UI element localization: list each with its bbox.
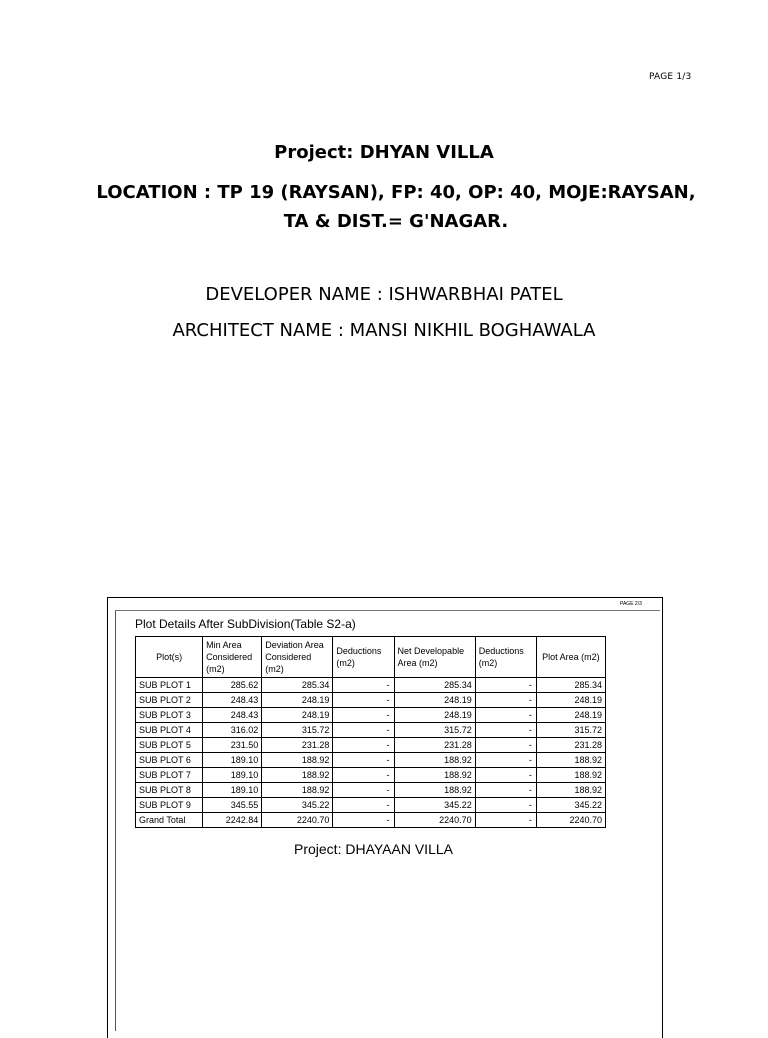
row-min-area: 248.43 — [203, 693, 262, 708]
row-min-area: 189.10 — [203, 783, 262, 798]
project-footer: Project: DHAYAAN VILLA — [294, 841, 453, 857]
row-net-developable-area: 2240.70 — [394, 813, 475, 828]
row-plot-name: SUB PLOT 3 — [136, 708, 203, 723]
row-deviation-area: 285.34 — [262, 678, 333, 693]
row-deductions-2: - — [475, 738, 536, 753]
row-deviation-area: 315.72 — [262, 723, 333, 738]
row-deductions-2: - — [475, 678, 536, 693]
row-min-area: 248.43 — [203, 708, 262, 723]
row-net-developable-area: 188.92 — [394, 768, 475, 783]
row-min-area: 231.50 — [203, 738, 262, 753]
row-plot-name: SUB PLOT 5 — [136, 738, 203, 753]
header-plot-area: Plot Area (m2) — [536, 637, 605, 678]
page-number: PAGE 1/3 — [649, 72, 692, 82]
row-plot-area: 2240.70 — [536, 813, 605, 828]
row-min-area: 189.10 — [203, 768, 262, 783]
row-deviation-area: 188.92 — [262, 783, 333, 798]
row-deviation-area: 188.92 — [262, 768, 333, 783]
row-deductions-1: - — [333, 708, 394, 723]
row-deviation-area: 231.28 — [262, 738, 333, 753]
row-deviation-area: 248.19 — [262, 693, 333, 708]
row-plot-name: SUB PLOT 9 — [136, 798, 203, 813]
row-deductions-2: - — [475, 813, 536, 828]
row-deviation-area: 188.92 — [262, 753, 333, 768]
row-plot-area: 188.92 — [536, 768, 605, 783]
header-deductions-1: Deductions (m2) — [333, 637, 394, 678]
row-min-area: 285.62 — [203, 678, 262, 693]
row-plot-area: 248.19 — [536, 708, 605, 723]
row-deductions-2: - — [475, 723, 536, 738]
project-title: Project: DHYAN VILLA — [274, 142, 494, 163]
row-net-developable-area: 188.92 — [394, 753, 475, 768]
table-row — [136, 723, 606, 738]
table-row — [136, 768, 606, 783]
plot-details-table — [135, 636, 606, 828]
row-deductions-1: - — [333, 693, 394, 708]
row-plot-name: Grand Total — [136, 813, 203, 828]
row-net-developable-area: 345.22 — [394, 798, 475, 813]
row-plot-name: SUB PLOT 1 — [136, 678, 203, 693]
location-text: LOCATION : TP 19 (RAYSAN), FP: 40, OP: 40, MOJE:RAYSAN, TA & DIST.= G'NAGAR. — [96, 182, 696, 232]
header-deviation-area: Deviation Area Considered (m2) — [262, 637, 333, 678]
row-deductions-1: - — [333, 753, 394, 768]
row-min-area: 189.10 — [203, 753, 262, 768]
row-deductions-1: - — [333, 783, 394, 798]
row-deductions-2: - — [475, 753, 536, 768]
row-deviation-area: 248.19 — [262, 708, 333, 723]
row-plot-area: 315.72 — [536, 723, 605, 738]
row-plot-area: 248.19 — [536, 693, 605, 708]
row-plot-name: SUB PLOT 2 — [136, 693, 203, 708]
row-net-developable-area: 315.72 — [394, 723, 475, 738]
row-net-developable-area: 231.28 — [394, 738, 475, 753]
table-header-row — [136, 637, 606, 678]
header-deductions-2: Deductions (m2) — [475, 637, 536, 678]
sheet-page-number: PAGE 2/3 — [620, 601, 642, 607]
row-plot-name: SUB PLOT 8 — [136, 783, 203, 798]
row-deductions-1: - — [333, 768, 394, 783]
row-min-area: 345.55 — [203, 798, 262, 813]
row-plot-area: 285.34 — [536, 678, 605, 693]
table-row — [136, 798, 606, 813]
row-deviation-area: 2240.70 — [262, 813, 333, 828]
row-plot-name: SUB PLOT 6 — [136, 753, 203, 768]
table-row — [136, 783, 606, 798]
table-row — [136, 738, 606, 753]
table-row — [136, 678, 606, 693]
row-min-area: 2242.84 — [203, 813, 262, 828]
table-row — [136, 753, 606, 768]
row-deductions-2: - — [475, 798, 536, 813]
row-deductions-2: - — [475, 693, 536, 708]
table-row — [136, 708, 606, 723]
row-plot-area: 231.28 — [536, 738, 605, 753]
row-plot-area: 188.92 — [536, 753, 605, 768]
table-title: Plot Details After SubDivision(Table S2-a) — [135, 617, 356, 631]
row-deductions-1: - — [333, 738, 394, 753]
table-row — [136, 693, 606, 708]
header-plots: Plot(s) — [136, 637, 203, 678]
row-net-developable-area: 285.34 — [394, 678, 475, 693]
row-plot-area: 188.92 — [536, 783, 605, 798]
row-deductions-1: - — [333, 723, 394, 738]
row-net-developable-area: 188.92 — [394, 783, 475, 798]
table-row — [136, 813, 606, 828]
row-deductions-1: - — [333, 798, 394, 813]
row-deductions-2: - — [475, 768, 536, 783]
row-net-developable-area: 248.19 — [394, 708, 475, 723]
row-min-area: 316.02 — [203, 723, 262, 738]
row-plot-name: SUB PLOT 4 — [136, 723, 203, 738]
row-plot-area: 345.22 — [536, 798, 605, 813]
row-plot-name: SUB PLOT 7 — [136, 768, 203, 783]
developer-name: DEVELOPER NAME : ISHWARBHAI PATEL — [205, 284, 563, 305]
architect-name: ARCHITECT NAME : MANSI NIKHIL BOGHAWALA — [172, 320, 596, 341]
row-deviation-area: 345.22 — [262, 798, 333, 813]
row-deductions-1: - — [333, 813, 394, 828]
row-deductions-2: - — [475, 783, 536, 798]
header-net-developable-area: Net Developable Area (m2) — [394, 637, 475, 678]
row-deductions-1: - — [333, 678, 394, 693]
header-min-area: Min Area Considered (m2) — [203, 637, 262, 678]
row-deductions-2: - — [475, 708, 536, 723]
row-net-developable-area: 248.19 — [394, 693, 475, 708]
